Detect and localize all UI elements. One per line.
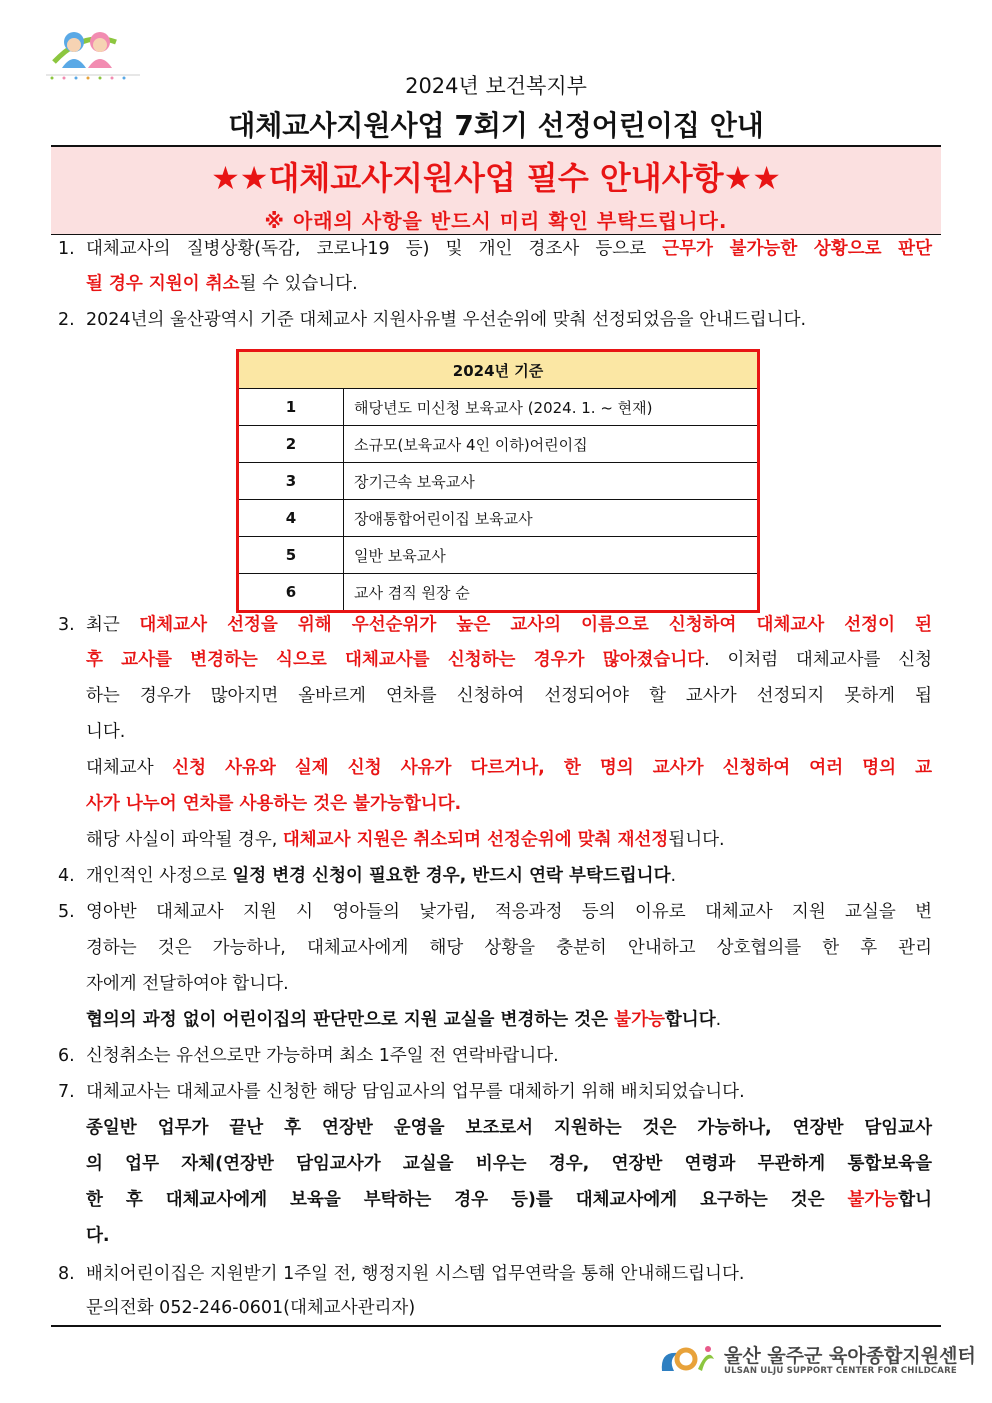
table-header: 2024년 기준 xyxy=(238,351,759,389)
item-7-line: 대체교사는 대체교사를 신청한 해당 담임교사의 업무를 대체하기 위해 배치되었습니다. xyxy=(86,1082,745,1102)
table-row xyxy=(238,537,759,574)
item-3-line: 하는 경우가 많아지면 올바르게 연차를 신청하여 선정되어야 할 교사가 선정되지 못하게 됩 xyxy=(86,686,932,706)
desc-cell: 해당년도 미신청 보육교사 (2024. 1. ~ 현재) xyxy=(344,389,759,426)
item-7-line: 다. xyxy=(86,1226,110,1246)
item-number: 3. xyxy=(58,615,75,635)
contact-phone: 문의전화 052-246-0601(대체교사관리자) xyxy=(86,1298,416,1318)
table-row xyxy=(238,389,759,426)
rank-cell: 3 xyxy=(238,463,344,500)
item-5-line: 협의의 과정 없이 어린이집의 판단만으로 지원 교실을 변경하는 것은 불가능합니다. xyxy=(86,1010,722,1030)
item-number: 1. xyxy=(58,239,75,259)
item-8-line: 배치어린이집은 지원받기 1주일 전, 행정지원 시스템 업무연락을 통해 안내해드립니다. xyxy=(86,1264,745,1284)
item-5-line: 영아반 대체교사 지원 시 영아들의 낯가림, 적응과정 등의 이유로 대체교사 지원 교실을 변 xyxy=(86,902,932,922)
page-title: 대체교사지원사업 7회기 선정어린이집 안내 xyxy=(228,109,764,142)
item-number: 7. xyxy=(58,1082,75,1102)
item-3-line: 대체교사 신청 사유와 실제 신청 사유가 다르거나, 한 명의 교사가 신청하여 여러 명의 교 xyxy=(86,758,932,778)
rank-cell: 4 xyxy=(238,500,344,537)
item-number: 8. xyxy=(58,1264,75,1284)
item-3-line: 사가 나누어 연차를 사용하는 것은 불가능합니다. xyxy=(86,794,462,814)
notice-subtitle: ※ 아래의 사항을 반드시 미리 확인 부탁드립니다. xyxy=(264,209,728,233)
page-subtitle: 2024년 보건복지부 xyxy=(405,74,587,98)
item-5-line: 경하는 것은 가능하나, 대체교사에게 해당 상황을 충분히 안내하고 상호협의를 한 후 관리 xyxy=(86,938,932,958)
item-7-line: 의 업무 자체(연장반 담임교사가 교실을 비우는 경우, 연장반 연령과 무관하게 통합보육을 xyxy=(86,1154,932,1174)
table-row xyxy=(238,574,759,612)
divider xyxy=(51,1325,941,1327)
desc-cell: 일반 보육교사 xyxy=(344,537,759,574)
item-number: 5. xyxy=(58,902,75,922)
item-5-line: 자에게 전달하여야 합니다. xyxy=(86,974,289,994)
rank-cell: 5 xyxy=(238,537,344,574)
item-2-line: 2024년의 울산광역시 기준 대체교사 지원사유별 우선순위에 맞춰 선정되었음을 안내드립니다. xyxy=(86,310,807,330)
item-1-line: 대체교사의 질병상황(독감, 코로나19 등) 및 개인 경조사 등으로 근무가 불가능한 상황으로 판단 xyxy=(86,239,932,259)
item-3-line: 해당 사실이 파악될 경우, 대체교사 지원은 취소되며 선정순위에 맞춰 재선정됩니다. xyxy=(86,830,725,850)
item-3-line: 니다. xyxy=(86,722,126,742)
center-swirl-logo-icon xyxy=(656,1341,718,1381)
item-7-line: 한 후 대체교사에게 보육을 부탁하는 경우 등)를 대체교사에게 요구하는 것은 불가능합니 xyxy=(86,1190,932,1210)
desc-cell: 소규모(보육교사 4인 이하)어린이집 xyxy=(344,426,759,463)
item-7-line: 종일반 업무가 끝난 후 연장반 운영을 보조로서 지원하는 것은 가능하나, 연장반 담임교사 xyxy=(86,1118,932,1138)
desc-cell: 교사 겸직 원장 순 xyxy=(344,574,759,612)
desc-cell: 장기근속 보육교사 xyxy=(344,463,759,500)
rank-cell: 6 xyxy=(238,574,344,612)
item-1-line: 될 경우 지원이 취소될 수 있습니다. xyxy=(86,274,358,294)
notice-box xyxy=(51,145,941,235)
org-name: 울산 울주군 육아종합지원센터 xyxy=(724,1345,976,1367)
priority-table xyxy=(236,349,760,613)
item-number: 6. xyxy=(58,1046,75,1066)
table-row xyxy=(238,500,759,537)
item-number: 4. xyxy=(58,866,75,886)
item-number: 2. xyxy=(58,310,75,330)
rank-cell: 1 xyxy=(238,389,344,426)
desc-cell: 장애통합어린이집 보육교사 xyxy=(344,500,759,537)
table-row xyxy=(238,463,759,500)
rank-cell: 2 xyxy=(238,426,344,463)
item-3-line: 후 교사를 변경하는 식으로 대체교사를 신청하는 경우가 많아졌습니다. 이처럼 대체교사를 신청 xyxy=(86,650,932,670)
table-row xyxy=(238,426,759,463)
item-6-line: 신청취소는 유선으로만 가능하며 최소 1주일 전 연락바랍니다. xyxy=(86,1046,559,1066)
org-name-english: ULSAN ULJU SUPPORT CENTER FOR CHILDCARE xyxy=(724,1366,957,1376)
item-4-line: 개인적인 사정으로 일정 변경 신청이 필요한 경우, 반드시 연락 부탁드립니다. xyxy=(86,866,677,886)
notice-title: ★★대체교사지원사업 필수 안내사항★★ xyxy=(211,159,781,197)
item-3-line: 최근 대체교사 선정을 위해 우선순위가 높은 교사의 이름으로 신청하여 대체교사 선정이 된 xyxy=(86,615,932,635)
